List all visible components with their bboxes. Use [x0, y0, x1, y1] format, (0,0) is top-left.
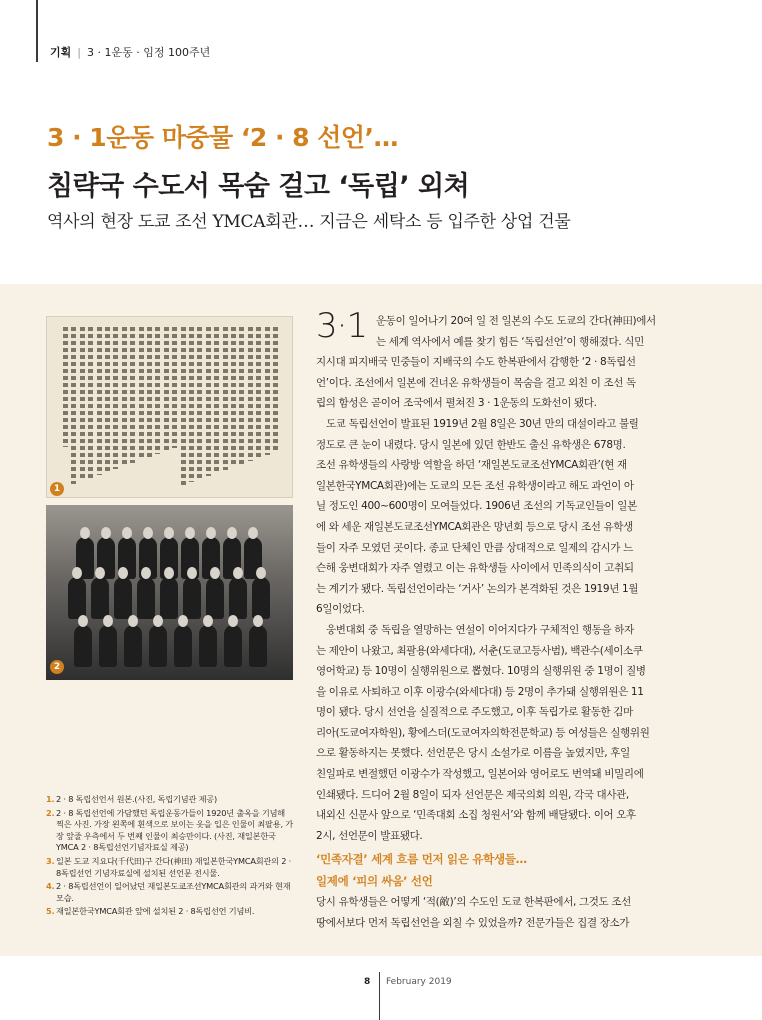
figure-face: [72, 567, 82, 579]
figure-face: [95, 567, 105, 579]
figure-face: [164, 527, 174, 539]
figure-body: [174, 625, 192, 667]
calligraphy-column: [214, 327, 219, 473]
calligraphy-column: [80, 327, 85, 481]
figure-face: [178, 615, 188, 627]
subtitle: 역사의 현장 도쿄 조선 YMCA회관… 지금은 세탁소 등 입주한 상업 건물: [47, 212, 571, 232]
calligraphy-column: [181, 327, 186, 485]
article-line: 리아(도쿄여자학원), 황에스더(도쿄여자의학전문학교) 등 여성들은 실행위원: [316, 726, 650, 739]
section-line: 땅에서보다 먼저 독립선언을 외칠 수 있었을까? 전문가들은 집결 장소가: [316, 916, 630, 929]
article-line: 친일파로 변절했던 이광수가 작성했고, 일본어와 영어로도 번역돼 비밀리에: [316, 768, 644, 781]
figure-face: [128, 615, 138, 627]
figure-face: [101, 527, 111, 539]
article-line: 운동이 일어나기 20여 일 전 일본의 수도 도쿄의 간다(神田)에서: [376, 315, 656, 327]
calligraphy-column: [113, 327, 118, 469]
issue-date: February 2019: [386, 977, 452, 987]
calligraphy-column: [206, 327, 211, 476]
calligraphy-column: [248, 327, 253, 461]
calligraphy-column: [63, 327, 68, 447]
article-line: 에 와 세운 재일본도쿄조선YMCA회관은 망년회 등으로 당시 조선 유학생: [316, 520, 633, 533]
calligraphy-column: [105, 327, 110, 472]
section-heading-line1: ‘민족자결’ 세계 흐름 먼저 읽은 유학생들…: [316, 852, 527, 866]
calligraphy-column: [164, 327, 169, 451]
headline-line2: 침략국 수도서 목숨 걸고 ‘독립’ 외쳐: [47, 171, 470, 202]
section-label: [50, 44, 210, 60]
calligraphy-column: [172, 327, 177, 448]
section-heading: [316, 848, 527, 892]
article-line: 슨해 웅변대회가 자주 열렸고 이는 유학생들 사이에서 민족의식이 고취되: [316, 562, 634, 575]
caption-2: 2. 2 · 8 독립선언에 가담했던 독립운동가들이 1920년 출옥을 기념해 찍은 사진. 가장 왼쪽에 흰색으로 보이는 옷을 입은 인물이 최팔용, 가장 앞줄 우측에서 두 번째 인물이 최승만이다. (사진, 재일본한국YMCA 2 · 8독립선언기념자료실 제공): [46, 807, 293, 853]
article-line: 도쿄 독립선언이 발표된 1919년 2월 8일은 30년 만의 대설이라고 불릴: [326, 417, 639, 430]
figure-body: [114, 577, 132, 619]
calligraphy-column: [155, 327, 160, 454]
article-line: 립의 함성은 곧이어 조국에서 펼쳐진 3 · 1운동의 도화선이 됐다.: [316, 397, 597, 410]
article-line: 6일이었다.: [316, 603, 365, 616]
article-body: [316, 311, 694, 846]
figure-body: [224, 625, 242, 667]
calligraphy-column: [122, 327, 127, 466]
calligraphy-column: [265, 327, 270, 455]
figure-face: [253, 615, 263, 627]
calligraphy-column: [197, 327, 202, 479]
page-number: 8: [364, 977, 371, 987]
calligraphy-column: [223, 327, 228, 470]
calligraphy-column: [231, 327, 236, 467]
article-line: 들이 자주 모였던 곳이다. 종교 단체인 만큼 상대적으로 일제의 감시가 느: [316, 541, 633, 554]
article-line: 으로 활동하지는 못했다. 선언문은 당시 소설가로 이름을 높였지만, 후일: [316, 747, 630, 760]
calligraphy-column: [256, 327, 261, 458]
figure-face: [248, 527, 258, 539]
figure-face: [233, 567, 243, 579]
photo-captions: [46, 794, 294, 920]
figure-body: [124, 625, 142, 667]
figure-body: [91, 577, 109, 619]
article-line: 언’이다. 조선에서 일본에 건너온 유학생들이 목숨을 걸고 외친 이 조선 독: [316, 376, 636, 389]
calligraphy-column: [71, 327, 76, 484]
calligraphy-column: [139, 327, 144, 460]
article-line: 조선 유학생들의 사랑방 역할을 하던 ‘재일본도쿄조선YMCA회관’(현 재: [316, 459, 627, 472]
drop-cap: 3·1: [316, 306, 368, 346]
article-line: 지시대 피지배국 민중들이 지배국의 수도 한복판에서 감행한 ‘2 · 8독립선: [316, 356, 636, 369]
article-line: 웅변대회 중 독립을 열망하는 연설이 이어지다가 구체적인 행동을 하자: [326, 623, 634, 636]
figure-face: [153, 615, 163, 627]
figure-body: [206, 577, 224, 619]
figure-body: [74, 625, 92, 667]
article-line: 내외신 신문사 앞으로 ‘민족대회 소집 청원서’와 함께 배달됐다. 이어 오후: [316, 809, 636, 822]
figure-body: [249, 625, 267, 667]
figure-face: [103, 615, 113, 627]
figure-face: [256, 567, 266, 579]
photo-group-portrait: [46, 505, 293, 680]
caption-1: 1. 2 · 8 독립선언서 원본.(사진, 독립기념관 제공): [46, 794, 217, 804]
figure-body: [252, 577, 270, 619]
figure-face: [164, 567, 174, 579]
figure-body: [149, 625, 167, 667]
calligraphy-column: [97, 327, 102, 475]
article-line: 는 계기가 됐다. 독립선언이라는 ‘거사’ 논의가 본격화된 것은 1919년 1월: [316, 582, 639, 595]
section-separator: |: [77, 46, 81, 59]
top-rule: [36, 0, 38, 62]
headline-line1: 3 · 1운동 마중물 ‘2 · 8 선언’…: [47, 123, 399, 152]
figure-body: [68, 577, 86, 619]
footer-rule: [379, 972, 380, 1020]
article-line: 을 이유로 사퇴하고 이후 이광수(와세다대) 등 2명이 추가돼 실행위원은 11: [316, 685, 644, 698]
figure-face: [118, 567, 128, 579]
photo-declaration-document: [46, 316, 293, 498]
article-line: 닐 정도인 400~600명이 모여들었다. 1906년 조선의 기독교인들이 일본: [316, 500, 637, 513]
figure-face: [187, 567, 197, 579]
figure-body: [229, 577, 247, 619]
calligraphy-column: [189, 327, 194, 482]
article-line: 영어학교) 등 10명이 실행위원으로 뽑혔다. 10명의 실행위원 중 1명이 질병: [316, 665, 646, 678]
figure-face: [228, 615, 238, 627]
caption-3: 3. 일본 도교 지요다(千代田)구 간다(神田) 재일본한국YMCA회관의 2 · 8독립선언 기념자료실에 설치된 선언문 전시물.: [46, 855, 292, 878]
section-body: [316, 892, 694, 933]
article-line: 인쇄됐다. 드디어 2월 8일이 되자 선언문은 제국의회 의원, 각국 대사관,: [316, 788, 629, 801]
figure-body: [199, 625, 217, 667]
caption-4: 4. 2 · 8독립선언이 일어났던 재일본도쿄조선YMCA회관의 과거와 현재 모습.: [46, 881, 291, 903]
figure-face: [141, 567, 151, 579]
figure-face: [80, 527, 90, 539]
figure-face: [203, 615, 213, 627]
figure-face: [210, 567, 220, 579]
figure-face: [122, 527, 132, 539]
section-topic: 3 · 1운동 · 임정 100주년: [86, 46, 211, 59]
calligraphy-column: [239, 327, 244, 464]
article-line: 는 제안이 나왔고, 최팔용(와세다대), 서춘(도쿄고등사범), 백관수(세이소쿠: [316, 644, 643, 657]
section-line: 당시 유학생들은 어떻게 ‘적(敵)’의 수도인 도쿄 한복판에서, 그것도 조선: [316, 896, 631, 908]
figure-face: [206, 527, 216, 539]
photo-badge-2: 2: [50, 660, 64, 674]
article-line: 2시, 선언문이 발표됐다.: [316, 829, 423, 842]
figure-body: [183, 577, 201, 619]
section-kicker: 기획: [50, 46, 72, 59]
calligraphy-column: [273, 327, 278, 452]
figure-body: [160, 577, 178, 619]
photo-badge-1: 1: [50, 482, 64, 496]
article-line: 명이 됐다. 당시 선언을 실질적으로 주도했고, 이후 독립가로 활동한 김마: [316, 706, 633, 719]
figure-face: [227, 527, 237, 539]
calligraphy-column: [147, 327, 152, 457]
article-line: 는 세계 역사에서 예를 찾기 힘든 ‘독립선언’이 행해졌다. 식민: [376, 335, 644, 348]
article-line: 정도로 큰 눈이 내렸다. 당시 일본에 있던 한반도 출신 유학생은 678명.: [316, 438, 626, 451]
figure-face: [143, 527, 153, 539]
figure-body: [99, 625, 117, 667]
article-line: 일본한국YMCA회관)에는 도쿄의 모든 조선 유학생이라고 해도 과언이 아: [316, 479, 634, 492]
figure-face: [185, 527, 195, 539]
calligraphy-column: [130, 327, 135, 463]
figure-body: [137, 577, 155, 619]
caption-5: 5. 재일본한국YMCA회관 앞에 설치된 2 · 8독립선언 기념비.: [46, 906, 255, 917]
figure-face: [78, 615, 88, 627]
section-heading-line2: 일제에 ‘피의 싸움’ 선언: [316, 874, 433, 888]
calligraphy-column: [88, 327, 93, 478]
